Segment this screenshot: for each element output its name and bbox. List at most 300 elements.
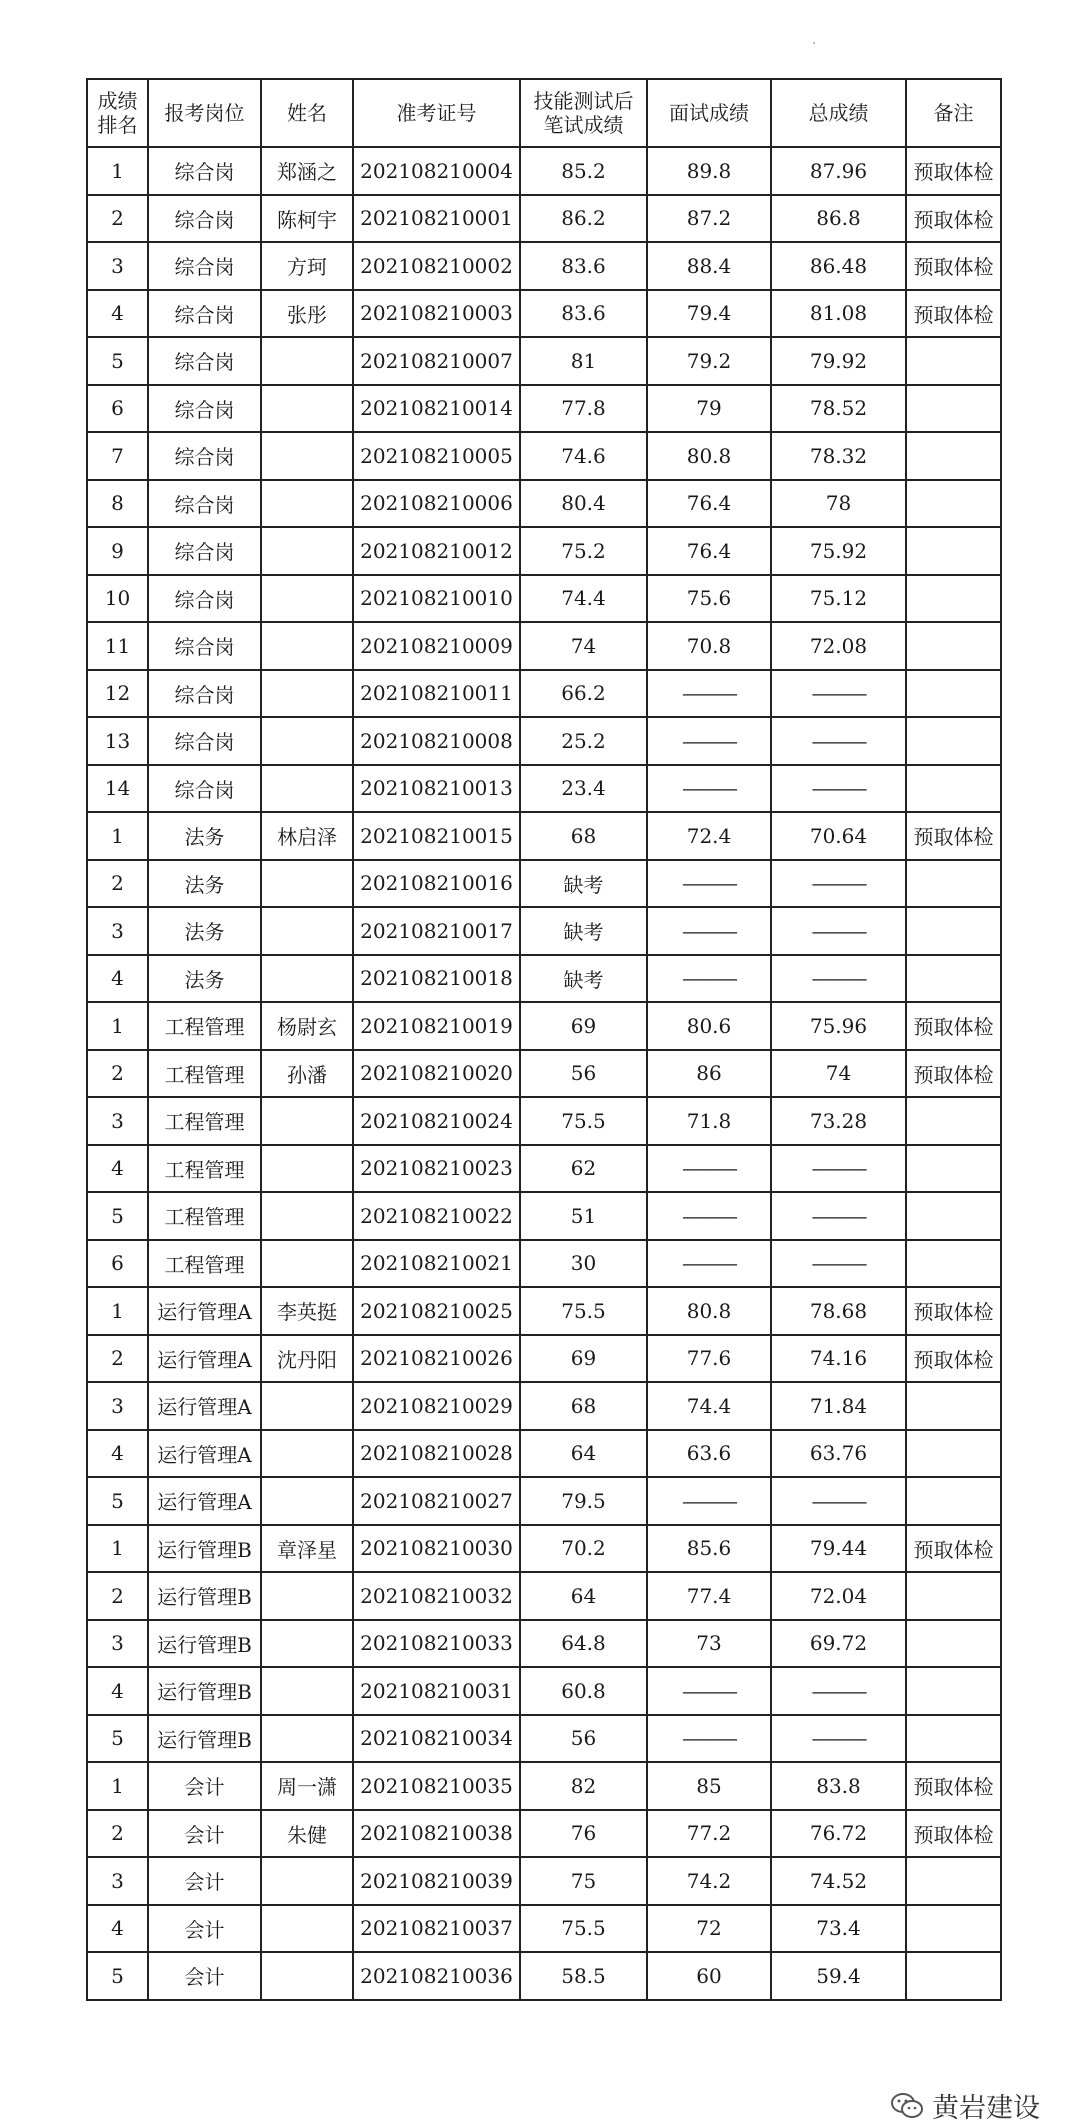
cell-interview-score: ——— [647, 765, 771, 813]
cell-name [261, 1715, 353, 1763]
cell-remarks [906, 1905, 1001, 1953]
table-row [87, 385, 1001, 433]
cell-ticket-number: 202108210002 [353, 242, 520, 290]
cell-position: 会计 [148, 1762, 261, 1810]
cell-ticket-number: 202108210032 [353, 1572, 520, 1620]
cell-remarks: 预取体检 [906, 1050, 1001, 1098]
cell-rank: 5 [87, 1715, 148, 1763]
cell-ticket-number: 202108210030 [353, 1525, 520, 1573]
cell-remarks [906, 860, 1001, 908]
table-row [87, 717, 1001, 765]
cell-ticket-number: 202108210017 [353, 907, 520, 955]
cell-total-score: 78.52 [771, 385, 906, 433]
cell-ticket-number: 202108210020 [353, 1050, 520, 1098]
cell-ticket-number: 202108210014 [353, 385, 520, 433]
cell-interview-score: 70.8 [647, 622, 771, 670]
table-row [87, 1240, 1001, 1288]
cell-ticket-number: 202108210018 [353, 955, 520, 1003]
cell-ticket-number: 202108210029 [353, 1382, 520, 1430]
cell-interview-score: 77.4 [647, 1572, 771, 1620]
table-row [87, 480, 1001, 528]
cell-total-score: 74 [771, 1050, 906, 1098]
cell-remarks [906, 432, 1001, 480]
cell-rank: 4 [87, 1430, 148, 1478]
cell-rank: 8 [87, 480, 148, 528]
cell-total-score: ——— [771, 1477, 906, 1525]
cell-ticket-number: 202108210023 [353, 1145, 520, 1193]
cell-interview-score: 88.4 [647, 242, 771, 290]
cell-name: 孙潘 [261, 1050, 353, 1098]
cell-interview-score: ——— [647, 907, 771, 955]
cell-interview-score: 89.8 [647, 147, 771, 195]
cell-position: 工程管理 [148, 1240, 261, 1288]
cell-total-score: 74.52 [771, 1857, 906, 1905]
cell-rank: 4 [87, 955, 148, 1003]
cell-remarks [906, 575, 1001, 623]
cell-ticket-number: 202108210028 [353, 1430, 520, 1478]
cell-total-score: ——— [771, 1145, 906, 1193]
cell-remarks [906, 1430, 1001, 1478]
cell-written-score: 75.5 [520, 1097, 647, 1145]
cell-total-score: ——— [771, 1192, 906, 1240]
cell-ticket-number: 202108210001 [353, 195, 520, 243]
cell-interview-score: 72.4 [647, 812, 771, 860]
cell-written-score: 64 [520, 1430, 647, 1478]
cell-rank: 1 [87, 1762, 148, 1810]
table-row [87, 1525, 1001, 1573]
cell-interview-score: 74.4 [647, 1382, 771, 1430]
cell-rank: 10 [87, 575, 148, 623]
cell-ticket-number: 202108210005 [353, 432, 520, 480]
table-row [87, 527, 1001, 575]
cell-interview-score: 72 [647, 1905, 771, 1953]
cell-name [261, 1145, 353, 1193]
cell-interview-score: 77.6 [647, 1335, 771, 1383]
cell-rank: 6 [87, 1240, 148, 1288]
cell-remarks: 预取体检 [906, 290, 1001, 338]
cell-written-score: 76 [520, 1810, 647, 1858]
cell-position: 综合岗 [148, 242, 261, 290]
cell-interview-score: 80.8 [647, 1287, 771, 1335]
cell-position: 会计 [148, 1857, 261, 1905]
column-header-line: 排名 [97, 113, 138, 137]
cell-interview-score: ——— [647, 670, 771, 718]
cell-ticket-number: 202108210025 [353, 1287, 520, 1335]
cell-remarks: 预取体检 [906, 1335, 1001, 1383]
cell-rank: 1 [87, 812, 148, 860]
cell-name [261, 670, 353, 718]
cell-remarks [906, 1620, 1001, 1668]
cell-total-score: ——— [771, 860, 906, 908]
cell-rank: 9 [87, 527, 148, 575]
cell-remarks [906, 1857, 1001, 1905]
cell-name: 张彤 [261, 290, 353, 338]
table-row [87, 1715, 1001, 1763]
cell-interview-score: 79.4 [647, 290, 771, 338]
table-row [87, 670, 1001, 718]
cell-remarks: 预取体检 [906, 1002, 1001, 1050]
cell-total-score: 78.32 [771, 432, 906, 480]
table-row [87, 1952, 1001, 2000]
cell-written-score: 75.5 [520, 1905, 647, 1953]
cell-written-score: 75.2 [520, 527, 647, 575]
cell-name: 周一潇 [261, 1762, 353, 1810]
cell-rank: 3 [87, 242, 148, 290]
watermark [890, 2086, 1040, 2125]
cell-written-score: 69 [520, 1002, 647, 1050]
cell-interview-score: ——— [647, 1477, 771, 1525]
cell-name [261, 575, 353, 623]
cell-rank: 1 [87, 147, 148, 195]
cell-name [261, 1905, 353, 1953]
cell-interview-score: ——— [647, 955, 771, 1003]
cell-interview-score: 74.2 [647, 1857, 771, 1905]
cell-position: 综合岗 [148, 195, 261, 243]
cell-remarks: 预取体检 [906, 147, 1001, 195]
cell-ticket-number: 202108210006 [353, 480, 520, 528]
table-row [87, 1335, 1001, 1383]
cell-position: 法务 [148, 860, 261, 908]
cell-total-score: ——— [771, 955, 906, 1003]
cell-name [261, 385, 353, 433]
cell-written-score: 缺考 [520, 955, 647, 1003]
cell-position: 综合岗 [148, 290, 261, 338]
cell-name [261, 955, 353, 1003]
cell-name: 陈柯宇 [261, 195, 353, 243]
cell-rank: 11 [87, 622, 148, 670]
cell-position: 工程管理 [148, 1002, 261, 1050]
cell-written-score: 77.8 [520, 385, 647, 433]
cell-name [261, 860, 353, 908]
cell-rank: 5 [87, 337, 148, 385]
cell-remarks [906, 1952, 1001, 2000]
cell-position: 工程管理 [148, 1145, 261, 1193]
cell-interview-score: 86 [647, 1050, 771, 1098]
watermark-text: 黄岩建设 [932, 2093, 1040, 2124]
cell-remarks [906, 622, 1001, 670]
cell-name [261, 1572, 353, 1620]
column-header-line: 准考证号 [396, 101, 477, 125]
table-row [87, 1050, 1001, 1098]
cell-written-score: 60.8 [520, 1667, 647, 1715]
cell-interview-score: ——— [647, 1192, 771, 1240]
cell-name: 朱健 [261, 1810, 353, 1858]
cell-position: 运行管理A [148, 1335, 261, 1383]
cell-position: 工程管理 [148, 1192, 261, 1240]
cell-position: 运行管理B [148, 1525, 261, 1573]
cell-written-score: 86.2 [520, 195, 647, 243]
cell-written-score: 83.6 [520, 290, 647, 338]
cell-remarks: 预取体检 [906, 195, 1001, 243]
cell-remarks [906, 337, 1001, 385]
cell-name [261, 432, 353, 480]
cell-remarks [906, 955, 1001, 1003]
table-row [87, 1002, 1001, 1050]
cell-interview-score: ——— [647, 1240, 771, 1288]
cell-position: 法务 [148, 955, 261, 1003]
cell-ticket-number: 202108210027 [353, 1477, 520, 1525]
table-row [87, 860, 1001, 908]
cell-total-score: 73.28 [771, 1097, 906, 1145]
cell-rank: 2 [87, 1572, 148, 1620]
cell-interview-score: 76.4 [647, 480, 771, 528]
cell-remarks [906, 907, 1001, 955]
cell-rank: 3 [87, 1857, 148, 1905]
cell-total-score: 75.92 [771, 527, 906, 575]
cell-position: 会计 [148, 1905, 261, 1953]
cell-interview-score: 77.2 [647, 1810, 771, 1858]
cell-written-score: 82 [520, 1762, 647, 1810]
cell-total-score: 79.92 [771, 337, 906, 385]
table-row [87, 1667, 1001, 1715]
cell-ticket-number: 202108210010 [353, 575, 520, 623]
cell-remarks: 预取体检 [906, 1525, 1001, 1573]
cell-position: 法务 [148, 812, 261, 860]
cell-position: 综合岗 [148, 337, 261, 385]
cell-total-score: 63.76 [771, 1430, 906, 1478]
cell-interview-score: 85 [647, 1762, 771, 1810]
cell-interview-score: 80.8 [647, 432, 771, 480]
cell-ticket-number: 202108210036 [353, 1952, 520, 2000]
cell-rank: 7 [87, 432, 148, 480]
cell-name [261, 1382, 353, 1430]
column-header-line: 总成绩 [808, 101, 869, 125]
cell-name [261, 1620, 353, 1668]
cell-total-score: ——— [771, 907, 906, 955]
cell-interview-score: ——— [647, 1145, 771, 1193]
cell-name [261, 1430, 353, 1478]
cell-ticket-number: 202108210038 [353, 1810, 520, 1858]
cell-interview-score: 71.8 [647, 1097, 771, 1145]
cell-interview-score: 80.6 [647, 1002, 771, 1050]
cell-remarks [906, 717, 1001, 765]
cell-position: 运行管理B [148, 1572, 261, 1620]
cell-ticket-number: 202108210004 [353, 147, 520, 195]
cell-written-score: 51 [520, 1192, 647, 1240]
cell-written-score: 23.4 [520, 765, 647, 813]
cell-written-score: 74.6 [520, 432, 647, 480]
cell-name [261, 1477, 353, 1525]
table-row [87, 290, 1001, 338]
cell-interview-score: ——— [647, 860, 771, 908]
cell-position: 法务 [148, 907, 261, 955]
cell-position: 综合岗 [148, 622, 261, 670]
cell-name: 李英挺 [261, 1287, 353, 1335]
column-header-line: 报考岗位 [164, 101, 245, 125]
cell-rank: 2 [87, 1335, 148, 1383]
cell-position: 运行管理B [148, 1667, 261, 1715]
cell-position: 运行管理A [148, 1287, 261, 1335]
cell-total-score: 75.96 [771, 1002, 906, 1050]
cell-position: 综合岗 [148, 717, 261, 765]
cell-total-score: ——— [771, 670, 906, 718]
cell-remarks [906, 385, 1001, 433]
column-header-interview-score [647, 79, 771, 147]
cell-ticket-number: 202108210009 [353, 622, 520, 670]
cell-remarks [906, 1097, 1001, 1145]
cell-ticket-number: 202108210031 [353, 1667, 520, 1715]
cell-name [261, 1192, 353, 1240]
cell-written-score: 64 [520, 1572, 647, 1620]
column-header-line: 笔试成绩 [543, 113, 624, 137]
cell-rank: 5 [87, 1192, 148, 1240]
cell-position: 运行管理A [148, 1477, 261, 1525]
cell-total-score: 69.72 [771, 1620, 906, 1668]
cell-rank: 2 [87, 860, 148, 908]
cell-total-score: ——— [771, 1240, 906, 1288]
cell-rank: 13 [87, 717, 148, 765]
cell-interview-score: ——— [647, 717, 771, 765]
cell-written-score: 30 [520, 1240, 647, 1288]
cell-rank: 2 [87, 1810, 148, 1858]
cell-rank: 6 [87, 385, 148, 433]
cell-name: 方珂 [261, 242, 353, 290]
cell-position: 综合岗 [148, 385, 261, 433]
cell-name [261, 1240, 353, 1288]
table-row [87, 1192, 1001, 1240]
cell-written-score: 69 [520, 1335, 647, 1383]
cell-remarks [906, 765, 1001, 813]
cell-interview-score: 85.6 [647, 1525, 771, 1573]
cell-rank: 3 [87, 1097, 148, 1145]
cell-remarks [906, 1382, 1001, 1430]
cell-name [261, 765, 353, 813]
table-row [87, 765, 1001, 813]
cell-written-score: 81 [520, 337, 647, 385]
table-row [87, 622, 1001, 670]
cell-written-score: 66.2 [520, 670, 647, 718]
cell-interview-score: 73 [647, 1620, 771, 1668]
table-row [87, 1572, 1001, 1620]
cell-remarks: 预取体检 [906, 1810, 1001, 1858]
cell-ticket-number: 202108210011 [353, 670, 520, 718]
column-header-remarks [906, 79, 1001, 147]
table-row [87, 907, 1001, 955]
table-row [87, 337, 1001, 385]
cell-name [261, 480, 353, 528]
cell-ticket-number: 202108210013 [353, 765, 520, 813]
table-row [87, 1382, 1001, 1430]
cell-ticket-number: 202108210012 [353, 527, 520, 575]
table-row [87, 1477, 1001, 1525]
cell-remarks [906, 1145, 1001, 1193]
cell-total-score: ——— [771, 1715, 906, 1763]
cell-written-score: 68 [520, 1382, 647, 1430]
cell-rank: 3 [87, 1620, 148, 1668]
cell-interview-score: 79.2 [647, 337, 771, 385]
wechat-icon [890, 2091, 924, 2121]
cell-total-score: 72.04 [771, 1572, 906, 1620]
column-header-rank [87, 79, 148, 147]
cell-ticket-number: 202108210021 [353, 1240, 520, 1288]
cell-written-score: 80.4 [520, 480, 647, 528]
cell-rank: 2 [87, 195, 148, 243]
column-header-line: 成绩 [97, 89, 138, 113]
column-header-name [261, 79, 353, 147]
cell-rank: 5 [87, 1477, 148, 1525]
cell-rank: 4 [87, 1145, 148, 1193]
cell-ticket-number: 202108210019 [353, 1002, 520, 1050]
cell-name: 章泽星 [261, 1525, 353, 1573]
cell-position: 会计 [148, 1952, 261, 2000]
cell-remarks: 预取体检 [906, 1287, 1001, 1335]
cell-ticket-number: 202108210022 [353, 1192, 520, 1240]
table-body [87, 147, 1001, 2000]
cell-position: 综合岗 [148, 670, 261, 718]
cell-remarks [906, 1192, 1001, 1240]
table-row [87, 1905, 1001, 1953]
cell-total-score: 81.08 [771, 290, 906, 338]
cell-position: 工程管理 [148, 1050, 261, 1098]
cell-interview-score: 79 [647, 385, 771, 433]
cell-position: 综合岗 [148, 432, 261, 480]
cell-rank: 14 [87, 765, 148, 813]
cell-remarks [906, 1477, 1001, 1525]
cell-total-score: 78 [771, 480, 906, 528]
cell-total-score: 79.44 [771, 1525, 906, 1573]
cell-written-score: 79.5 [520, 1477, 647, 1525]
cell-total-score: 74.16 [771, 1335, 906, 1383]
column-header-line: 姓名 [287, 101, 327, 125]
table-row [87, 955, 1001, 1003]
table-row [87, 1857, 1001, 1905]
cell-written-score: 75.5 [520, 1287, 647, 1335]
cell-name [261, 622, 353, 670]
column-header-line: 备注 [933, 101, 974, 125]
cell-name [261, 1667, 353, 1715]
cell-total-score: ——— [771, 717, 906, 765]
cell-position: 运行管理B [148, 1715, 261, 1763]
cell-total-score: 87.96 [771, 147, 906, 195]
table-row [87, 1810, 1001, 1858]
cell-written-score: 83.6 [520, 242, 647, 290]
cell-position: 运行管理A [148, 1382, 261, 1430]
column-header-position [148, 79, 261, 147]
column-header-line: 面试成绩 [669, 101, 749, 125]
cell-position: 综合岗 [148, 527, 261, 575]
cell-written-score: 56 [520, 1715, 647, 1763]
table-row [87, 1097, 1001, 1145]
cell-written-score: 74.4 [520, 575, 647, 623]
table-row [87, 1145, 1001, 1193]
table-row [87, 432, 1001, 480]
cell-ticket-number: 202108210008 [353, 717, 520, 765]
table-row [87, 1287, 1001, 1335]
cell-ticket-number: 202108210007 [353, 337, 520, 385]
cell-position: 综合岗 [148, 575, 261, 623]
column-header-ticket-number [353, 79, 520, 147]
cell-remarks [906, 1572, 1001, 1620]
cell-ticket-number: 202108210026 [353, 1335, 520, 1383]
cell-name: 杨尉玄 [261, 1002, 353, 1050]
cell-rank: 1 [87, 1525, 148, 1573]
cell-name: 郑涵之 [261, 147, 353, 195]
cell-remarks [906, 1667, 1001, 1715]
cell-position: 运行管理A [148, 1430, 261, 1478]
cell-total-score: 72.08 [771, 622, 906, 670]
cell-ticket-number: 202108210037 [353, 1905, 520, 1953]
table-row [87, 1762, 1001, 1810]
cell-written-score: 70.2 [520, 1525, 647, 1573]
cell-rank: 4 [87, 290, 148, 338]
cell-name [261, 337, 353, 385]
cell-remarks [906, 1240, 1001, 1288]
cell-written-score: 75 [520, 1857, 647, 1905]
cell-remarks: 预取体检 [906, 242, 1001, 290]
cell-name [261, 1952, 353, 2000]
cell-written-score: 58.5 [520, 1952, 647, 2000]
cell-remarks [906, 527, 1001, 575]
